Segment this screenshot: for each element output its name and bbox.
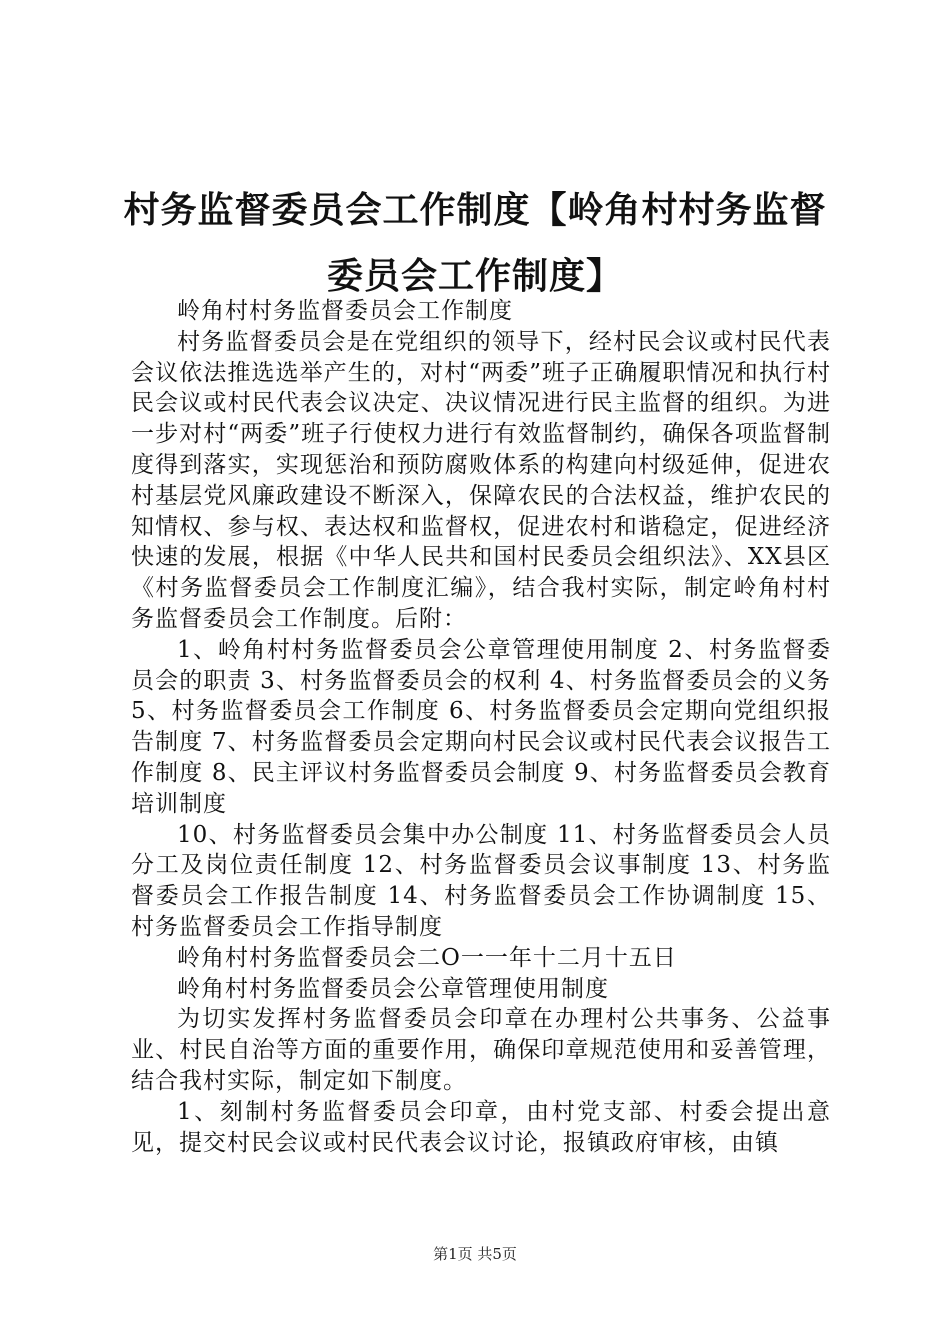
signature-date-paragraph: 岭角村村务监督委员会二O一一年十二月十五日 <box>177 944 677 971</box>
subtitle-paragraph: 岭角村村务监督委员会工作制度 <box>177 298 513 324</box>
section-intro-paragraph: 为切实发挥村务监督委员会印章在办理村公共事务、公益事业、村民自治等方面的重要作用，确保印章规范使用和妥善管理，结合我村实际，制定如下制度。 <box>131 1006 831 1094</box>
page-footer: 第1页 共5页 <box>433 1245 517 1263</box>
section-item-paragraph: 1、刻制村务监督委员会印章，由村党支部、村委会提出意见，提交村民会议或村民代表会议讨论，报镇政府审核，由镇 <box>131 1098 831 1156</box>
intro-paragraph: 村务监督委员会是在党组织的领导下，经村民会议或村民代表会议依法推选选举产生的，对村“两委”班子正确履职情况和执行村民会议或村民代表会议决定、决议情况进行民主监督的组织。为进一步对村“两委”班子行使权力进行有效监督制约，确保各项监督制度得到落实，实现惩治和预防腐败体系的构建向村级延伸，促进农村基层党风廉政建设不断深入，保障农民的合法权益，维护农民的知情权、参与权、表达权和监督权，促进农村和谐稳定，促进经济快速的发展，根据《中华人民共和国村民委员会组织法》、XX县区《村务监督委员会工作制度汇编》，结合我村实际，制定岭角村村务监督委员会工作制度。后附： <box>131 328 831 632</box>
document-body <box>131 296 831 1158</box>
document-title: 村务监督委员会工作制度【岭角村村务监督委员会工作制度】 <box>123 190 827 297</box>
section-heading-paragraph: 岭角村村务监督委员会公章管理使用制度 <box>177 975 609 1002</box>
appendix-list-paragraph-2: 10、村务监督委员会集中办公制度 11、村务监督委员会人员分工及岗位责任制度 12、村务监督委员会议事制度 13、村务监督委员会工作报告制度 14、村务监督委员会工作协调制度 15、村务监督委员会工作指导制度 <box>131 821 831 940</box>
appendix-list-paragraph-1: 1、岭角村村务监督委员会公章管理使用制度 2、村务监督委员会的职责 3、村务监督委员会的权利 4、村务监督委员会的义务 5、村务监督委员会工作制度 6、村务监督委员会定期向党组织报告制度 7、村务监督委员会定期向村民会议或村民代表会议报告工作制度 8、民主评议村务监督委员会制度 9、村务监督委员会教育培训制度 <box>131 636 831 817</box>
